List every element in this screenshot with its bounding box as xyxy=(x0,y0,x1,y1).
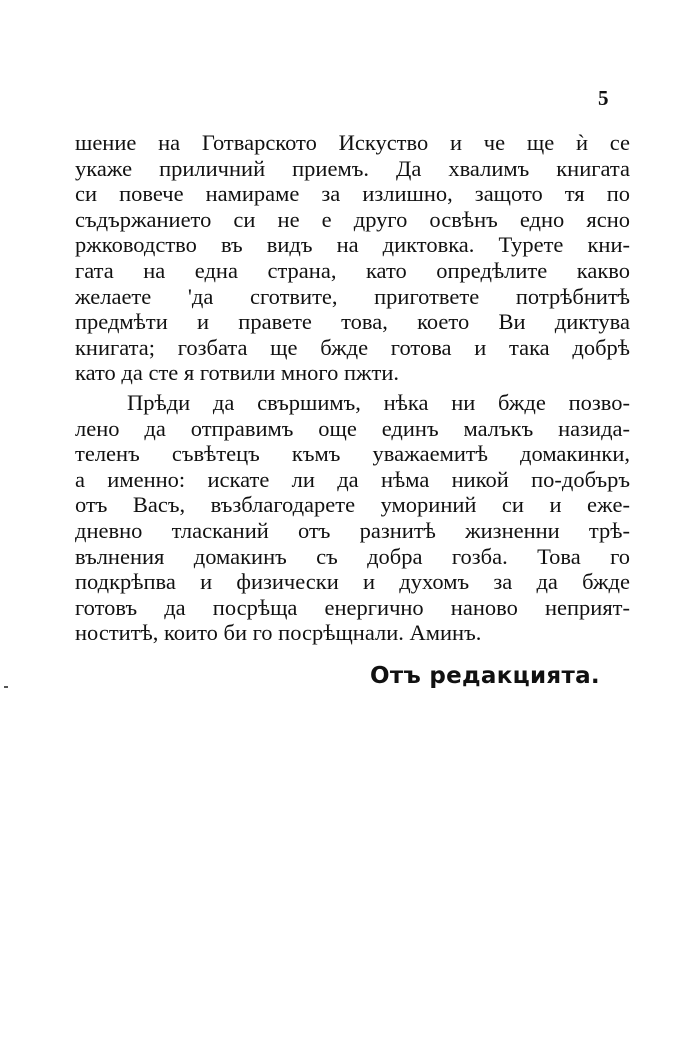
text-line: си повече намираме за излишно, защото тя по xyxy=(75,181,630,207)
margin-mark xyxy=(4,686,8,688)
text-line: ноститѣ, които би го посрѣщнали. Аминъ. xyxy=(75,620,482,646)
text-line: подкрѣпва и физически и духомъ за да бжде xyxy=(75,569,630,595)
text-line: шение на Готварското Искуство и че ще ѝ се xyxy=(75,130,630,155)
text-line: ржководство въ видъ на диктовка. Турете кни- xyxy=(75,232,630,258)
text-line: гата на една страна, като опредѣлите какво xyxy=(75,257,630,283)
text-line: отъ Васъ, възблагодарете умориний си и ежe- xyxy=(75,492,630,518)
paragraph-1 xyxy=(75,130,630,386)
page-number: 5 xyxy=(598,86,609,110)
signature: Отъ редакцията. xyxy=(370,663,600,689)
text-line: лено да отправимъ още единъ малъкъ назида- xyxy=(75,415,630,441)
paragraph-2 xyxy=(75,390,630,646)
text-line: а именно: искате ли да нѣма никой по-добъръ xyxy=(75,466,630,492)
body-text xyxy=(75,130,630,646)
text-line: дневно тласканий отъ разнитѣ жизненни трѣ- xyxy=(75,517,630,543)
text-line: готовъ да посрѣща енергично наново неприят- xyxy=(75,594,630,620)
text-line: Прѣди да свършимъ, нѣка ни бжде позво- xyxy=(127,389,630,415)
text-line: книгата; гозбата ще бжде готова и така добрѣ xyxy=(75,334,630,360)
text-line: като да сте я готвили много пжти. xyxy=(75,360,400,386)
text-line: теленъ съвѣтецъ къмъ уважаемитѣ домакинки, xyxy=(75,441,630,467)
text-line: предмѣти и правете това, което Ви диктува xyxy=(75,309,630,335)
text-line: вълнения домакинъ съ добра гозба. Това го xyxy=(75,543,630,569)
text-line: укаже приличний приемъ. Да хвалимъ книгата xyxy=(75,155,630,181)
text-line: съдържанието си не е друго освѣнъ едно ясно xyxy=(75,206,630,232)
text-line: желаете 'да сготвите, пригответе потрѣбнитѣ xyxy=(75,283,630,309)
